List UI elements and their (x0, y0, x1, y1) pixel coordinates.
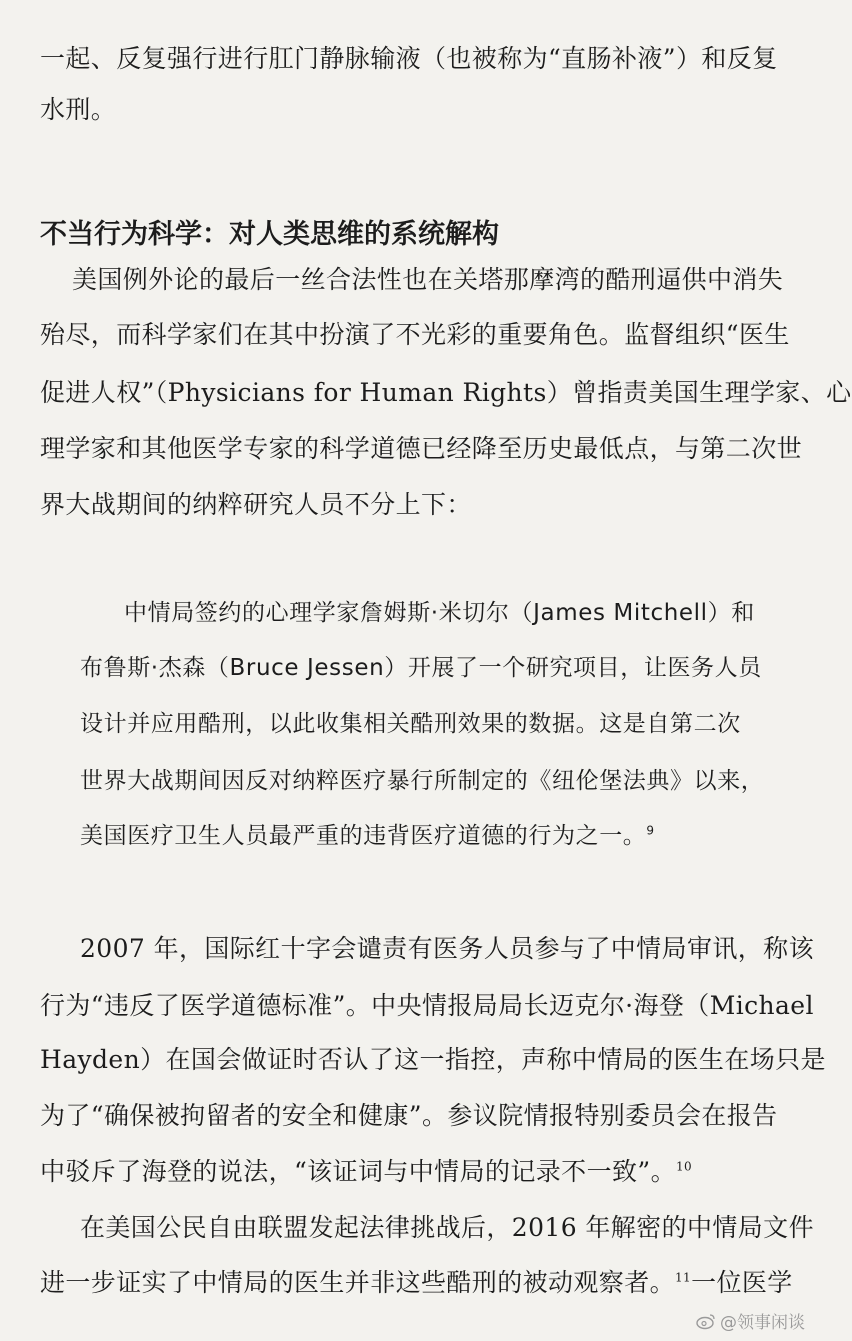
watermark-text: @领事闲谈 (720, 1313, 805, 1333)
para2-line-4: 为了“确保被拘留者的安全和健康”。参议院情报特别委员会在报告 (40, 1101, 778, 1130)
para2-line-1: 2007 年，国际红十字会谴责有医务人员参与了中情局审讯，称该 (80, 934, 814, 963)
quote-line-5 (80, 825, 780, 848)
quote-line-4: 世界大战期间因反对纳粹医疗暴行所制定的《纽伦堡法典》以来， (80, 768, 765, 794)
para2-line-2: 行为“违反了医学道德标准”。中央情报局局长迈克尔·海登（Michael (40, 991, 814, 1020)
watermark (696, 1308, 805, 1333)
para3-line-2-tail: 一位医学 (691, 1268, 793, 1297)
quote-line-1: 中情局签约的心理学家詹姆斯·米切尔（James Mitchell）和 (124, 600, 755, 626)
para2-line-5-text: 中驳斥了海登的说法，“该证词与中情局的记录不一致”。 (40, 1157, 676, 1186)
para3-line-1: 在美国公民自由联盟发起法律挑战后，2016 年解密的中情局文件 (80, 1213, 814, 1242)
footnote-11: 11 (675, 1270, 692, 1285)
para0-line-1: 一起、反复强行进行肛门静脉输液（也被称为“直肠补液”）和反复 (40, 44, 778, 73)
para2-line-3: Hayden）在国会做证时否认了这一指控，声称中情局的医生在场只是 (40, 1045, 826, 1074)
footnote-10: 10 (675, 1159, 693, 1174)
para1-line-1: 美国例外论的最后一丝合法性也在关塔那摩湾的酷刑逼供中消失 (72, 265, 784, 294)
para0-line-2: 水刑。 (40, 95, 117, 124)
quote-line-3: 设计并应用酷刑，以此收集相关酷刑效果的数据。这是自第二次 (80, 711, 741, 737)
para3-line-2 (40, 1268, 793, 1297)
quote-line-5-text: 美国医疗卫生人员最严重的违背医疗道德的行为之一。 (80, 823, 647, 849)
para1-line-5: 界大战期间的纳粹研究人员不分上下： (40, 490, 472, 519)
para1-line-2: 殆尽，而科学家们在其中扮演了不光彩的重要角色。监督组织“医生 (40, 320, 790, 349)
weibo-icon (696, 1313, 716, 1329)
para3-line-2-text: 进一步证实了中情局的医生并非这些酷刑的被动观察者。 (40, 1268, 676, 1297)
para1-line-4: 理学家和其他医学专家的科学道德已经降至历史最低点，与第二次世 (40, 434, 803, 463)
para2-line-5 (40, 1159, 780, 1184)
quote-line-2: 布鲁斯·杰森（Bruce Jessen）开展了一个研究项目，让医务人员 (80, 655, 762, 681)
footnote-9: 9 (646, 823, 655, 838)
para1-line-3: 促进人权”（Physicians for Human Rights）曾指责美国生理学家、心 (40, 378, 852, 407)
section-heading: 不当行为科学：对人类思维的系统解构 (40, 219, 499, 250)
